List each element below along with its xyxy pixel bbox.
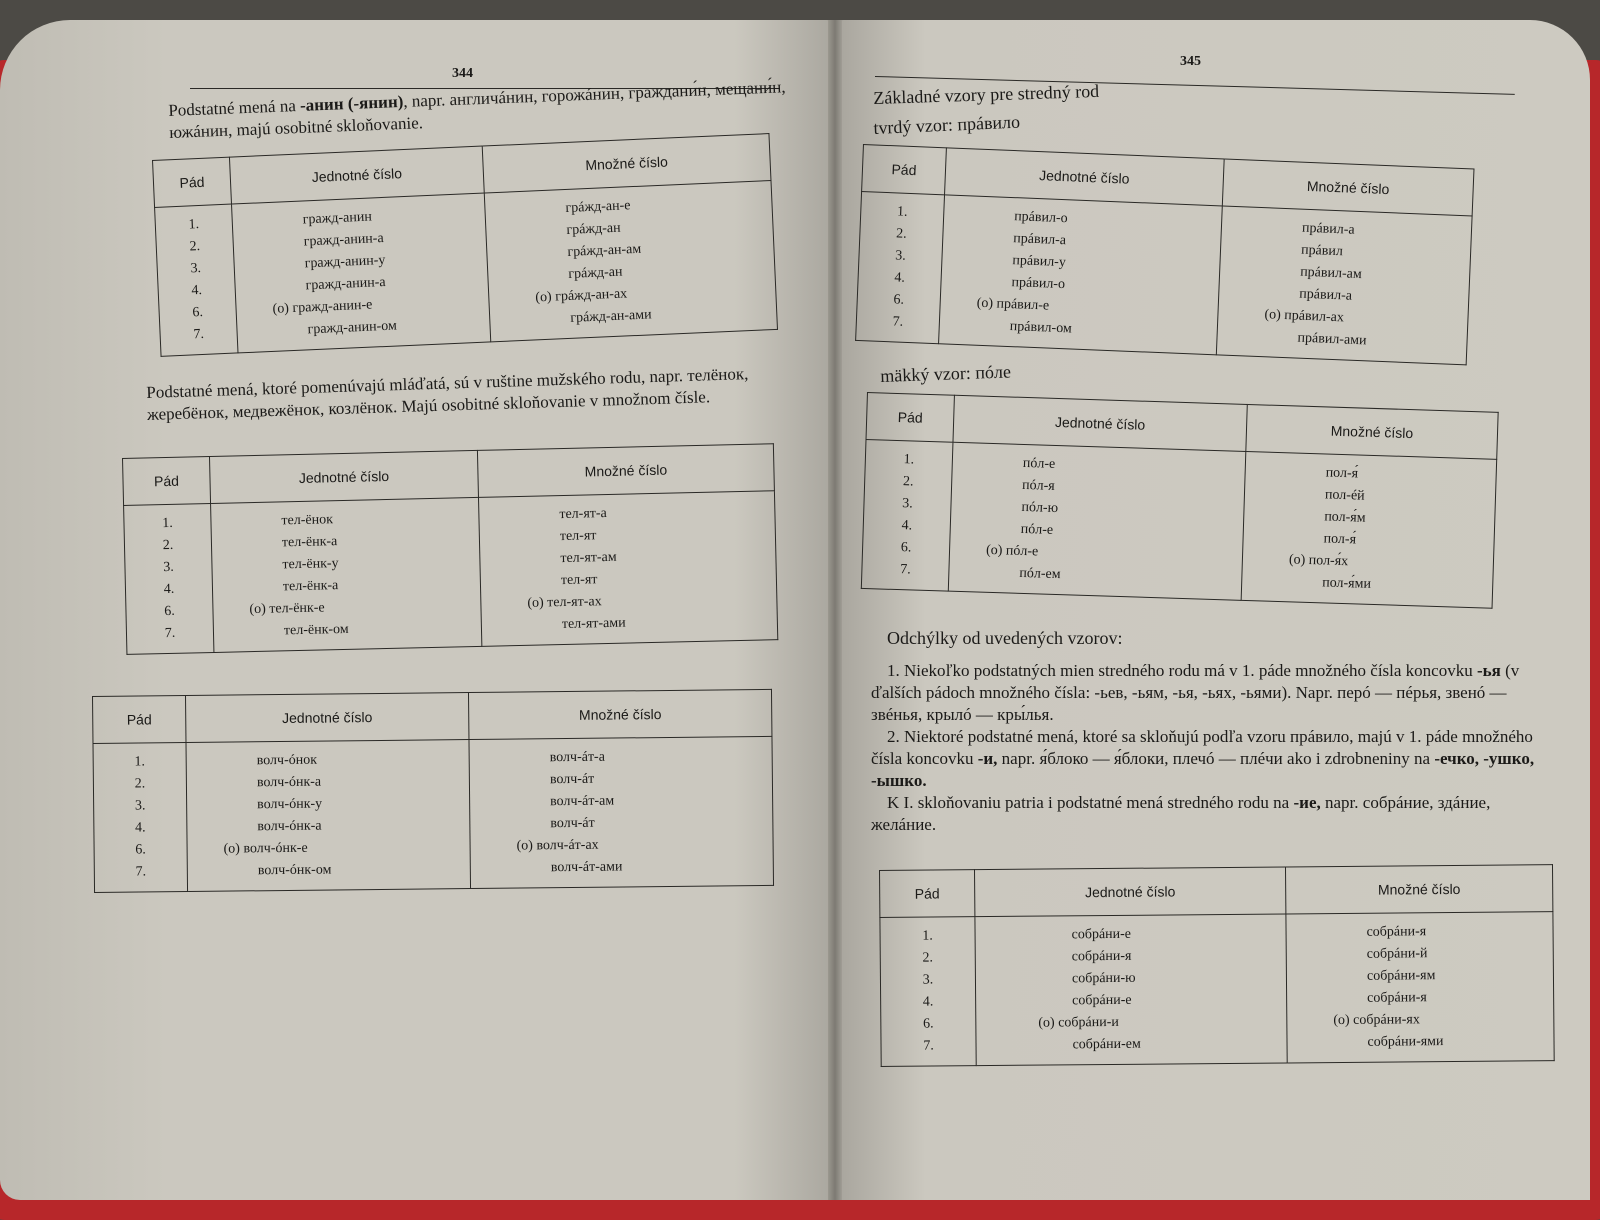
singular-cell (211, 497, 482, 652)
case-label: 4. (135, 820, 146, 836)
form: пóл-ем (1019, 565, 1061, 583)
col-header-case: Pád (862, 145, 947, 195)
case-label: 6. (164, 603, 175, 620)
col-header-singular: Jednotné číslo (945, 148, 1225, 206)
text-run: (v ďalších pádoch množného čísla: -ьев, -ьям, -ья, -ьях, -ьями). Napr. перó — пéрья, звенó — звéнья, крылó — кры́лья. (871, 661, 1520, 724)
form: прáвил-а (1301, 220, 1355, 238)
case-label: 2. (189, 238, 201, 255)
deviations-text (871, 660, 1535, 836)
singular-cell (948, 442, 1246, 600)
col-header-singular: Jednotné číslo (975, 867, 1286, 917)
form: собрáни-я (1071, 948, 1132, 965)
form: прáвил-а (1299, 286, 1353, 304)
form: (о) собрáни-ях (1333, 1012, 1420, 1029)
plural-cell (1241, 451, 1497, 608)
case-list (94, 751, 187, 884)
form: прáвил-о (1013, 209, 1068, 227)
form: гражд-анин-а (303, 230, 384, 250)
text-run: , napr. англичáнин, горожáнин, граждани́н, мещани́н, южáнин, majú osobitné skloňovanie. (168, 77, 786, 142)
text-run: napr. я́блоко — я́блоки, плечó — плéчи ako i zdrobneniny na (997, 749, 1435, 768)
form: собрáни-я (1366, 924, 1427, 940)
form: (о) прáвил-ах (1264, 307, 1345, 326)
form: тел-ят (559, 528, 597, 545)
ending-bold: -анин (-янин) (299, 91, 404, 115)
form: прáвил (1300, 242, 1344, 260)
form: тел-ёнк-у (282, 556, 339, 573)
col-header-case: Pád (123, 457, 211, 506)
plural-list (1217, 214, 1471, 356)
case-label: 6. (135, 842, 146, 858)
case-cell (861, 439, 953, 591)
form: пол-я́м (1324, 509, 1366, 526)
col-header-case: Pád (880, 870, 975, 918)
case-label: 2. (902, 474, 914, 490)
form: прáвил-о (1011, 275, 1066, 293)
case-label: 7. (164, 625, 176, 642)
ending-bold: -ечко, -ушко, -ышко. (871, 749, 1535, 790)
form: волч-áт (549, 771, 595, 788)
case-list (124, 512, 213, 646)
case-label: 4. (901, 518, 913, 534)
col-header-plural: Množné číslo (1285, 865, 1552, 914)
declension-table-5 (861, 392, 1499, 609)
case-label: 4. (191, 282, 203, 299)
form: собрáни-ем (1072, 1036, 1141, 1053)
form: прáвил-ом (1009, 319, 1073, 337)
case-cell (124, 504, 214, 655)
soft-pattern-label: mäkký vzor: пóле (880, 361, 1012, 386)
case-label: 2. (134, 776, 146, 792)
plural-list (470, 745, 773, 880)
right-page (835, 20, 1590, 1200)
form: (о) волч-óнк-е (223, 840, 308, 857)
case-label: 6. (893, 292, 905, 308)
singular-list (939, 203, 1221, 346)
case-label: 1. (134, 754, 146, 770)
form: (о) тел-ёнк-е (249, 600, 325, 618)
case-label: 2. (922, 950, 934, 966)
case-label: 3. (134, 798, 146, 814)
case-label: 7. (899, 562, 911, 578)
deviation-1 (871, 660, 1535, 726)
singular-list (975, 922, 1286, 1057)
section-heading: Základné vzory pre stredný rod (873, 80, 1100, 108)
text-run: 2. Niektoré podstatné mená, ktoré sa skloňujú podľa vzoru прáвило, majú v 1. páde množného čísla koncovku (871, 727, 1533, 768)
form: (о) грáжд-ан-ах (535, 286, 628, 306)
form: тел-ят-ам (560, 549, 617, 567)
form: волч-áт (550, 815, 595, 832)
form: (о) гражд-анин-е (272, 297, 373, 317)
case-list (856, 200, 943, 335)
form: тел-ят-ами (561, 615, 626, 633)
singular-list (232, 202, 490, 345)
case-label: 7. (923, 1038, 934, 1054)
col-header-plural: Množné číslo (1246, 404, 1498, 459)
form: прáвил-ами (1297, 330, 1367, 349)
form: волч-óнк-а (257, 818, 322, 835)
case-label: 3. (894, 248, 907, 264)
form: пóл-е (1020, 521, 1054, 538)
form: собрáни-я (1367, 990, 1427, 1006)
col-header-singular: Jednotné číslo (953, 395, 1247, 451)
plural-list (479, 499, 777, 638)
plural-cell (1286, 912, 1554, 1063)
case-cell (880, 917, 976, 1067)
form: волч-óнк-ом (257, 862, 332, 879)
singular-list (949, 451, 1245, 592)
case-label: 1. (162, 515, 173, 532)
case-cell (93, 743, 188, 893)
intro-paragraph-2: Podstatné mená, ktoré pomenúvajú mláďatá, sú v ruštine mužského rodu, napr. телёнок, жеребёнок, медвежёнок, козлёнок. Majú osobitné skloňovanie v množnom čísle. (146, 364, 749, 424)
declension-table-4 (855, 144, 1474, 365)
form: грáжд-ан (568, 264, 623, 282)
text-run: 1. Niekoľko podstatných mien stredného rodu má v 1. páde množného čísla koncovku (887, 661, 1477, 680)
form: пол-я́ (1325, 465, 1359, 482)
case-label: 3. (902, 496, 913, 512)
ending-bold: -ья (1476, 661, 1501, 680)
case-list (155, 213, 237, 348)
plural-list (1286, 920, 1553, 1054)
case-label: 4. (922, 994, 934, 1010)
text-run: napr. собрáние, здáние, желáние. (871, 793, 1491, 834)
plural-cell (478, 491, 777, 647)
page-number: 345 (1180, 54, 1201, 69)
form: прáвил-ам (1299, 264, 1362, 283)
form: волч-áт-ам (550, 793, 615, 810)
form: волч-óнок (256, 752, 318, 769)
declension-table-6 (879, 864, 1555, 1067)
col-header-case: Pád (866, 393, 954, 443)
form: тел-ят (560, 572, 598, 589)
case-label: 6. (900, 540, 912, 556)
hard-pattern-label: tvrdý vzor: прáвило (873, 111, 1021, 138)
case-label: 3. (163, 559, 174, 576)
form: волч-áт-ами (550, 859, 623, 876)
singular-cell (939, 195, 1223, 355)
form: (о) волч-áт-ах (516, 837, 599, 854)
singular-list (211, 506, 481, 644)
form: пóл-ю (1021, 499, 1059, 517)
form: грáжд-ан (566, 220, 621, 238)
col-header-plural: Množné číslo (477, 444, 774, 498)
singular-cell (186, 740, 471, 892)
form: собрáни-й (1366, 946, 1428, 962)
case-label: 1. (903, 452, 915, 468)
plural-cell (1216, 206, 1472, 365)
form: пóл-е (1022, 455, 1056, 472)
ending-bold: -и, (977, 749, 998, 768)
case-list (862, 448, 952, 583)
form: (о) прáвил-е (976, 295, 1050, 314)
singular-cell (231, 193, 490, 353)
form: собрáни-е (1072, 992, 1132, 1009)
case-label: 1. (896, 204, 908, 220)
deviation-2 (871, 726, 1535, 792)
form: волч-óнк-а (256, 774, 322, 791)
declension-table-3 (92, 689, 774, 893)
col-header-singular: Jednotné číslo (229, 146, 484, 204)
form: волч-óнк-у (257, 796, 323, 813)
col-header-case: Pád (153, 157, 232, 207)
page-number: 344 (452, 66, 473, 81)
col-header-plural: Množné číslo (1222, 159, 1474, 216)
form: пол-я́ (1323, 531, 1357, 548)
case-label: 6. (923, 1016, 934, 1032)
case-label: 2. (162, 537, 174, 554)
form: собрáни-ю (1071, 970, 1136, 987)
form: тел-ёнк-а (281, 534, 338, 551)
plural-list (1242, 460, 1496, 600)
form: прáвил-а (1013, 231, 1067, 249)
form: собрáни-ями (1367, 1034, 1444, 1050)
singular-list (187, 748, 470, 883)
case-label: 3. (922, 972, 934, 988)
col-header-singular: Jednotné číslo (186, 693, 469, 743)
form: гражд-анин-а (305, 274, 386, 294)
form: грáжд-ан-е (565, 198, 631, 217)
plural-cell (469, 736, 774, 888)
form: пóл-я (1021, 477, 1055, 494)
intro-paragraph-1 (168, 76, 787, 144)
case-label: 7. (193, 326, 205, 343)
form: (о) тел-ят-ах (527, 594, 602, 611)
left-page (0, 20, 835, 1200)
form: грáжд-ан-ами (569, 307, 652, 326)
form: волч-áт-а (549, 749, 605, 766)
case-label: 1. (922, 928, 933, 944)
declension-table-1 (152, 133, 778, 357)
form: гражд-анин (302, 209, 373, 228)
text-run: K I. skloňovaniu patria i podstatné mená stredného rodu na (887, 793, 1294, 812)
form: пол-éй (1324, 487, 1365, 504)
plural-cell (484, 181, 777, 342)
case-label: 6. (192, 304, 204, 321)
form: гражд-анин-ом (307, 318, 398, 338)
case-label: 7. (892, 314, 904, 330)
ending-bold: -ие, (1293, 793, 1321, 812)
declension-table-2 (122, 443, 778, 655)
case-label: 1. (188, 217, 200, 233)
case-cell (155, 204, 238, 356)
case-label: 7. (135, 864, 147, 880)
deviation-3 (871, 792, 1535, 836)
form: собрáни-ям (1366, 968, 1436, 984)
col-header-plural: Množné číslo (468, 689, 771, 739)
form: пол-я́ми (1321, 575, 1372, 592)
col-header-plural: Množné číslo (482, 134, 771, 193)
case-cell (856, 191, 945, 343)
text-run: Podstatné mená na (168, 95, 301, 120)
case-label: 3. (190, 260, 202, 277)
form: тел-ёнк-а (282, 578, 339, 595)
plural-list (485, 189, 776, 333)
case-label: 2. (895, 226, 907, 242)
form: собрáни-е (1071, 926, 1132, 943)
case-list (880, 925, 975, 1058)
form: прáвил-у (1012, 253, 1067, 271)
form: тел-ёнок (281, 512, 334, 529)
form: (о) собрáни-и (1038, 1014, 1119, 1031)
book-gutter (828, 20, 842, 1200)
col-header-singular: Jednotné číslo (209, 450, 478, 503)
deviations-title: Odchýlky od uvedených vzorov: (887, 628, 1123, 648)
form: гражд-анин-у (304, 252, 386, 272)
case-label: 4. (894, 270, 906, 286)
case-label: 4. (163, 581, 175, 598)
form: грáжд-ан-ам (567, 241, 642, 260)
col-header-case: Pád (93, 696, 186, 744)
singular-cell (975, 914, 1287, 1066)
form: тел-ят-а (559, 506, 607, 523)
form: тел-ёнк-ом (283, 621, 349, 639)
form: (о) пóл-е (985, 542, 1039, 560)
form: (о) пол-я́х (1288, 552, 1349, 570)
